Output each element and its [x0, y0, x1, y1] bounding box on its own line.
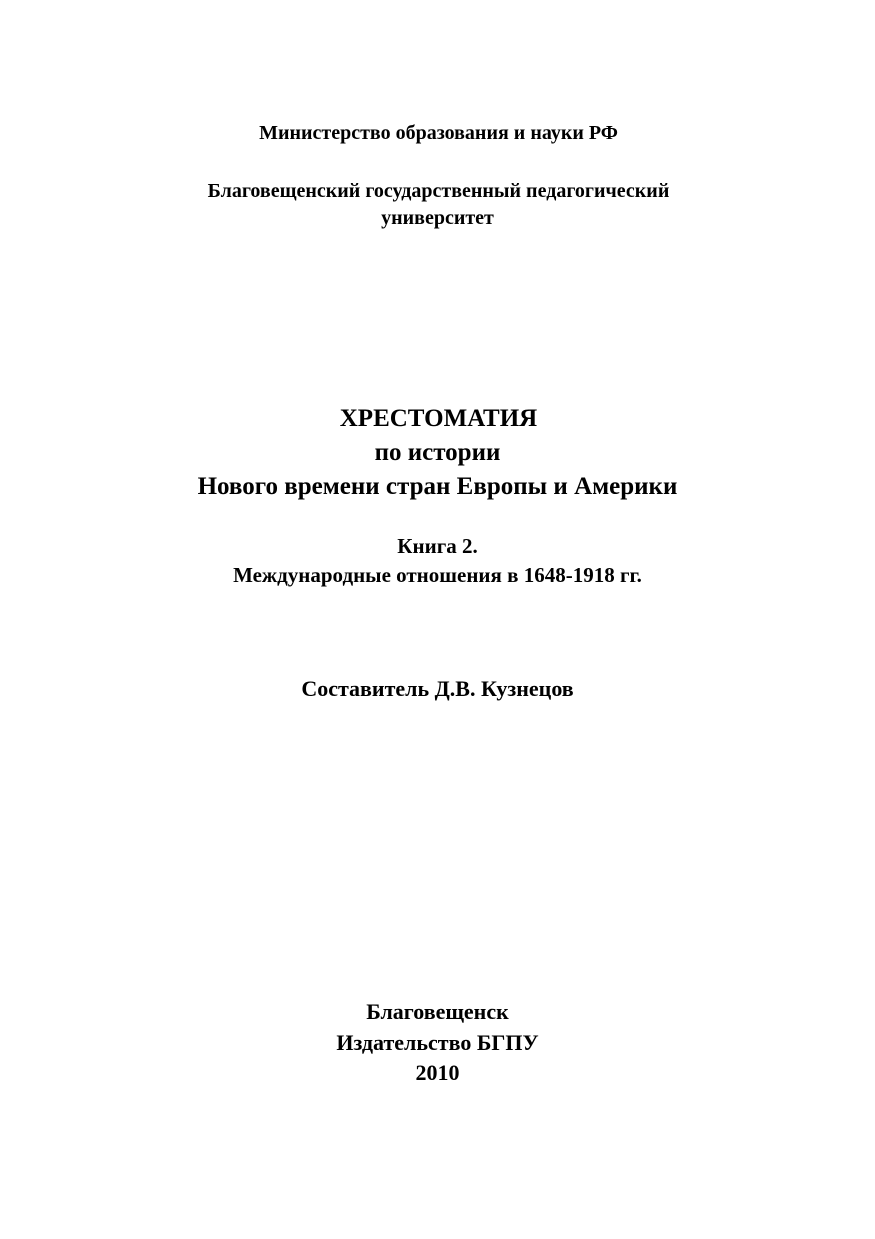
- imprint-city: Благовещенск: [366, 999, 509, 1024]
- university-name-line-1: Благовещенский государственный педагогический: [207, 180, 670, 202]
- imprint-year: 2010: [415, 1060, 460, 1085]
- book-subtitle: Международные отношения в 1648-1918 гг.: [233, 563, 642, 587]
- imprint-publisher: Издательство БГПУ: [336, 1030, 539, 1055]
- compiler-credit: Составитель Д.В. Кузнецов: [301, 676, 574, 701]
- book-title-line-3: Нового времени стран Европы и Америки: [197, 473, 678, 500]
- university-name-line-2: университет: [381, 207, 494, 229]
- ministry-heading: Министерство образования и науки РФ: [259, 122, 618, 144]
- book-title-main: ХРЕСТОМАТИЯ: [339, 405, 538, 432]
- book-title-line-2: по истории: [374, 439, 501, 466]
- book-number: Книга 2.: [397, 534, 478, 558]
